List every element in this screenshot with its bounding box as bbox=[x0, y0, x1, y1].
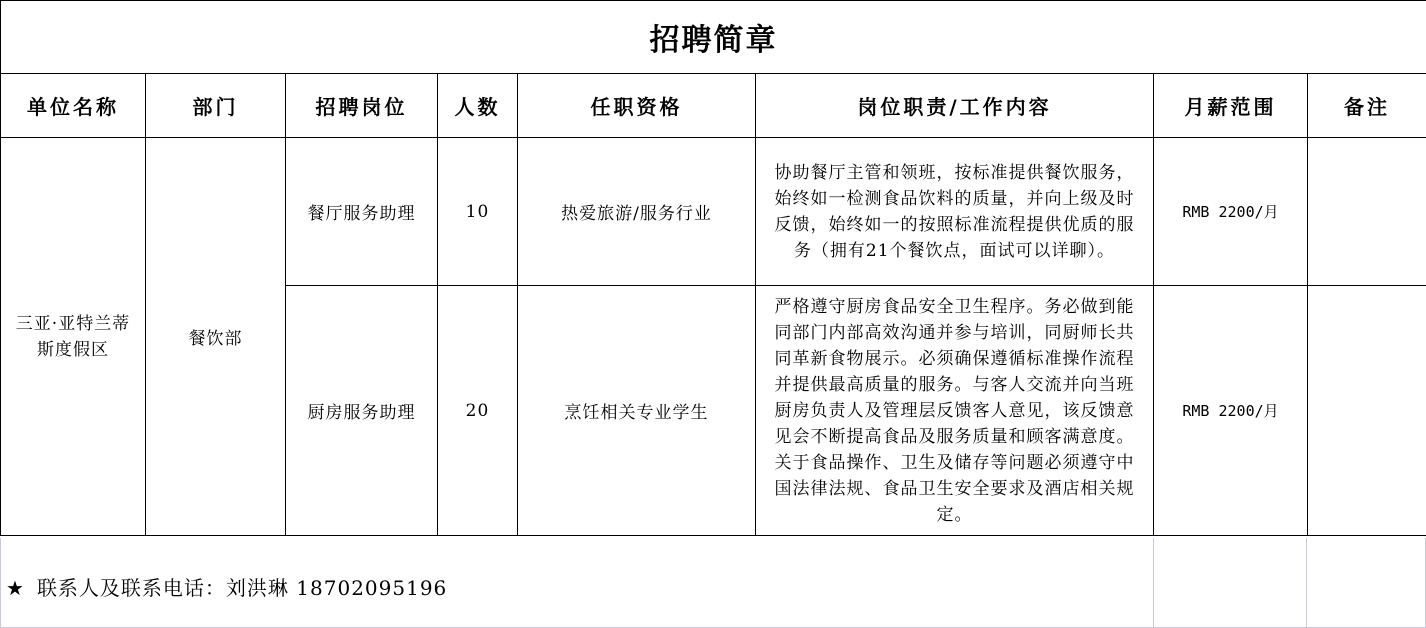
star-icon: ★ bbox=[6, 576, 25, 600]
header-qualification: 任职资格 bbox=[518, 74, 756, 138]
qualification-cell: 烹饪相关专业学生 bbox=[518, 286, 756, 536]
salary-cell: RMB 2200/月 bbox=[1154, 286, 1308, 536]
position-cell: 厨房服务助理 bbox=[286, 286, 438, 536]
unit-name bbox=[1, 138, 146, 536]
page-title: 招聘简章 bbox=[1, 1, 1426, 74]
header-position: 招聘岗位 bbox=[286, 74, 438, 138]
header-duties: 岗位职责/工作内容 bbox=[756, 74, 1154, 138]
header-salary: 月薪范围 bbox=[1154, 74, 1308, 138]
unit-name-text: 三亚·亚特兰蒂斯度假区 bbox=[15, 313, 131, 360]
footer-area bbox=[0, 538, 1426, 628]
qualification-cell: 热爱旅游/服务行业 bbox=[518, 138, 756, 286]
salary-cell: RMB 2200/月 bbox=[1154, 138, 1308, 286]
count-cell: 10 bbox=[438, 138, 518, 286]
remark-cell bbox=[1308, 138, 1426, 286]
table-row bbox=[1, 138, 1426, 286]
department-name: 餐饮部 bbox=[146, 138, 286, 536]
position-cell: 餐厅服务助理 bbox=[286, 138, 438, 286]
header-remark: 备注 bbox=[1308, 74, 1426, 138]
remark-cell bbox=[1308, 286, 1426, 536]
header-department: 部门 bbox=[146, 74, 286, 138]
count-cell: 20 bbox=[438, 286, 518, 536]
grid-line bbox=[0, 538, 1, 628]
grid-line bbox=[1153, 538, 1154, 628]
header-row bbox=[1, 74, 1426, 138]
grid-line bbox=[1306, 538, 1307, 628]
contact-line bbox=[6, 572, 447, 601]
duties-cell: 严格遵守厨房食品安全卫生程序。务必做到能同部门内部高效沟通并参与培训，同厨师长共同革新食物展示。必须确保遵循标准操作流程并提供最高质量的服务。与客人交流并向当班厨房负责人及管理层反馈客人意见，该反馈意见会不断提高食品及服务质量和顾客满意度。关于食品操作、卫生及储存等问题必须遵守中国法律法规、食品卫生安全要求及酒店相关规定。 bbox=[756, 286, 1154, 536]
header-unit: 单位名称 bbox=[1, 74, 146, 138]
header-count: 人数 bbox=[438, 74, 518, 138]
contact-text: 联系人及联系电话：刘洪琳 18702095196 bbox=[36, 576, 448, 600]
duties-cell: 协助餐厅主管和领班，按标准提供餐饮服务，始终如一检测食品饮料的质量，并向上级及时反馈，始终如一的按照标准流程提供优质的服务（拥有21个餐饮点，面试可以详聊）。 bbox=[756, 138, 1154, 286]
